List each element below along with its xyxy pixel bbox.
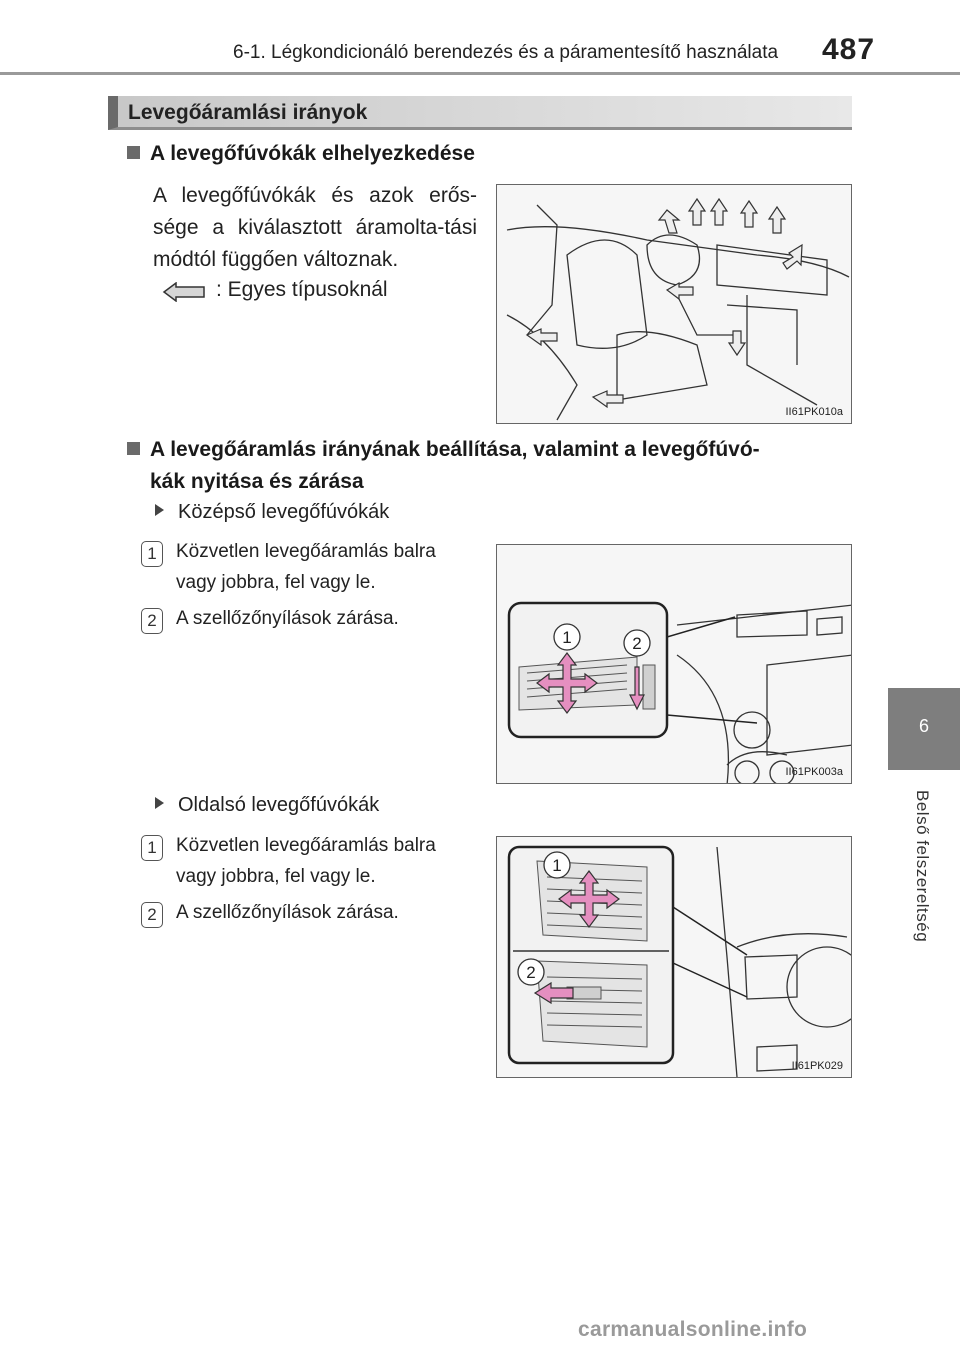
triangle-bullet-icon [155, 797, 164, 809]
section-title: Levegőáramlási irányok [128, 101, 368, 124]
callout-2: 2 [526, 963, 536, 982]
side-step1-text: Közvetlen levegőáramlás balra vagy jobbra, fel vagy le. [176, 835, 436, 887]
vent-location-description: A levegőfúvókák és azok erős-sége a kiválasztott áramolta-tási módtól függően változnak. [153, 184, 477, 271]
legend-label: : Egyes típusoknál [216, 278, 388, 301]
triangle-bullet-icon [155, 504, 164, 516]
side-vents-figure [496, 836, 852, 1078]
heading-airflow-adjust [127, 434, 851, 498]
center-step2-text: A szellőzőnyílások zárása. [176, 608, 399, 629]
heading-text-line2: kák nyitása és zárása [150, 470, 364, 493]
figure-code: II61PK010a [785, 406, 843, 418]
callout-1: 1 [552, 856, 562, 875]
center-vent-illustration [497, 545, 852, 784]
side-vents-title: Oldalsó levegőfúvókák [178, 794, 380, 816]
callout-1: 1 [562, 628, 572, 647]
side-step2-text: A szellőzőnyílások zárása. [176, 902, 399, 923]
square-bullet-icon [127, 146, 140, 159]
center-vents-figure [496, 544, 852, 784]
step-number-badge: 2 [141, 608, 163, 634]
heading-vent-location [127, 138, 475, 170]
optional-vent-arrow-icon [162, 282, 206, 302]
running-header-title: 6-1. Légkondicionáló berendezés és a páramentesítő használata [233, 42, 779, 63]
chapter-number: 6 [918, 716, 929, 736]
center-vents-item [155, 501, 389, 524]
car-interior-illustration [497, 185, 852, 424]
page-number: 487 [822, 33, 876, 66]
step-number-badge: 2 [141, 902, 163, 928]
step-number-badge: 1 [141, 835, 163, 861]
watermark: carmanualsonline.info [578, 1318, 808, 1341]
center-step1-text: Közvetlen levegőáramlás balra vagy jobbra, fel vagy le. [176, 541, 436, 593]
step-number-badge: 1 [141, 541, 163, 567]
side-vents-item [155, 794, 379, 817]
callout-2: 2 [632, 634, 642, 653]
figure-code: II61PK029 [791, 1060, 843, 1072]
side-vent-illustration [497, 837, 852, 1078]
chapter-tab[interactable] [888, 688, 960, 770]
chapter-section-label: Belső felszereltség [913, 790, 932, 943]
square-bullet-icon [127, 442, 140, 455]
heading-text: A levegőfúvókák elhelyezkedése [150, 142, 475, 165]
vent-location-figure [496, 184, 852, 424]
header-rule [0, 72, 960, 75]
heading-text-line1: A levegőáramlás irányának beállítása, valamint a levegőfúvó- [150, 438, 760, 461]
center-vents-title: Középső levegőfúvókák [178, 501, 390, 523]
figure-code: II61PK003a [785, 766, 843, 778]
section-title-bar [108, 96, 852, 130]
